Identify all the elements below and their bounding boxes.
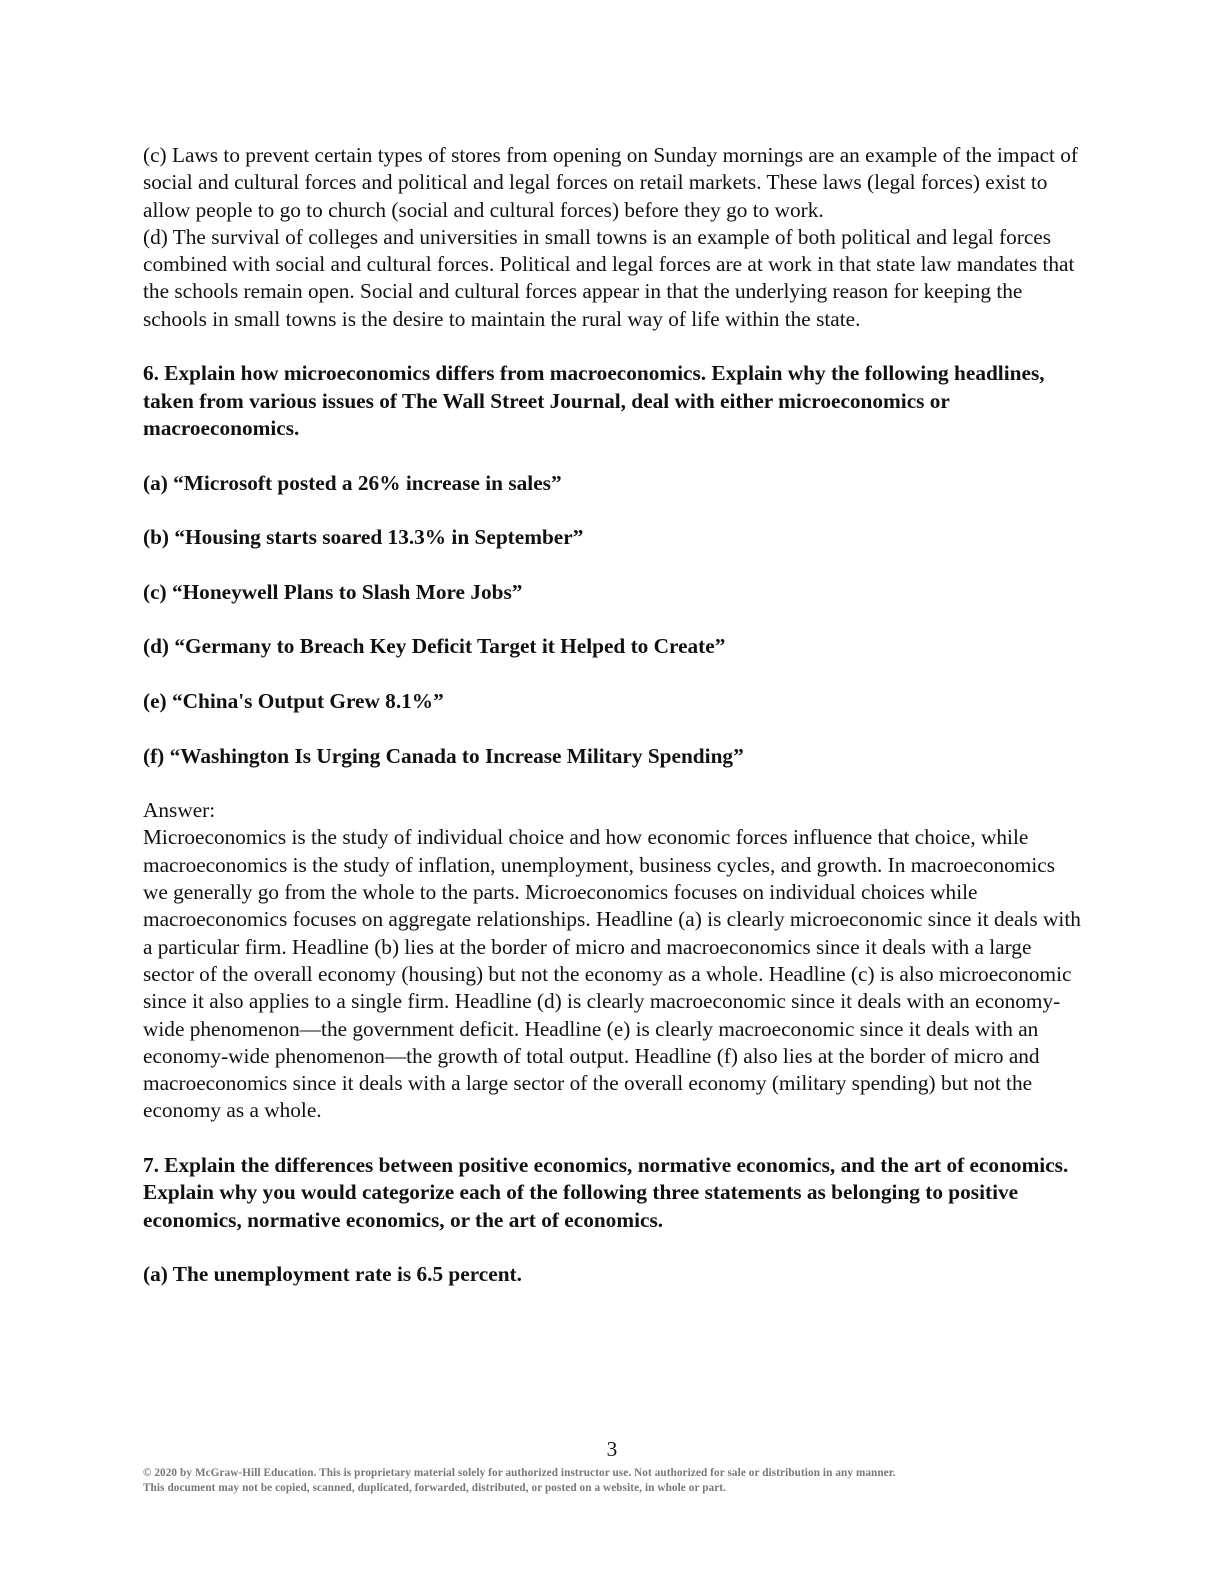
spacer bbox=[143, 661, 1083, 688]
paragraph-c: (c) Laws to prevent certain types of stores from opening on Sunday mornings are an example of the impact of social and cultural forces and political and legal forces on retail markets. These laws (legal forces) exist to allow people to go to church (social and cultural forces) before they go to work. bbox=[143, 143, 1079, 222]
headline-b: (b) “Housing starts soared 13.3% in September” bbox=[143, 525, 584, 550]
spacer bbox=[143, 715, 1083, 742]
question-7-item-a: (a) The unemployment rate is 6.5 percent. bbox=[143, 1262, 522, 1287]
footer-line-2: This document may not be copied, scanned, duplicated, forwarded, distributed, or posted on a website, in whole or part. bbox=[143, 1482, 727, 1494]
copyright-footer bbox=[143, 1466, 1093, 1496]
question-6-prompt: 6. Explain how microeconomics differs from macroeconomics. Explain why the following headlines, taken from various issues of The Wall Street Journal, deal with either microeconomics or macroeconomics. bbox=[143, 361, 1045, 440]
headline-f: (f) “Washington Is Urging Canada to Increase Military Spending” bbox=[143, 743, 744, 768]
paragraph-d: (d) The survival of colleges and universities in small towns is an example of both political and legal forces combined with social and cultural forces. Political and legal forces are at work in that state law mandates that the schools remain open. Social and cultural forces appear in that the underlying reason for keeping the schools in small towns is the desire to maintain the rural way of life within the state. bbox=[143, 224, 1075, 331]
spacer bbox=[143, 442, 1083, 469]
answer-label: Answer: bbox=[143, 798, 216, 823]
spacer bbox=[143, 770, 1083, 797]
document-body bbox=[143, 142, 1083, 1288]
question-7-prompt: 7. Explain the differences between positive economics, normative economics, and the art of economics. Explain why you would categorize each of the following three statements as belonging to positive economics, normative economics, or the art of economics. bbox=[143, 1152, 1069, 1232]
headline-e: (e) “China's Output Grew 8.1%” bbox=[143, 688, 444, 713]
spacer bbox=[143, 333, 1083, 360]
headline-d: (d) “Germany to Breach Key Deficit Target it Helped to Create” bbox=[143, 634, 726, 659]
headline-c: (c) “Honeywell Plans to Slash More Jobs” bbox=[143, 579, 523, 604]
spacer bbox=[143, 1125, 1083, 1152]
spacer bbox=[143, 606, 1083, 633]
footer-line-1: © 2020 by McGraw-Hill Education. This is proprietary material solely for authorized instructor use. Not authorized for sale or distribution in any manner. bbox=[143, 1467, 896, 1479]
answer-text: Microeconomics is the study of individual choice and how economic forces influence that choice, while macroeconomics is the study of inflation, unemployment, business cycles, and growth. In macroeconomics we generally go from the whole to the parts. Microeconomics focuses on individual choices while macroeconomics focuses on aggregate relationships. Headline (a) is clearly microeconomic since it deals with a particular firm. Headline (b) lies at the border of micro and macroeconomics since it deals with a large sector of the overall economy (housing) but not the economy as a whole. Headline (c) is also microeconomic since it also applies to a single firm. Headline (d) is clearly macroeconomic since it deals with an economy-wide phenomenon—the government deficit. Headline (e) is clearly macroeconomic since it deals with an economy-wide phenomenon—the growth of total output. Headline (f) also lies at the border of micro and macroeconomics since it deals with a large sector of the overall economy (military spending) but not the economy as a whole. bbox=[143, 825, 1081, 1123]
spacer bbox=[143, 497, 1083, 524]
page-number: 3 bbox=[606, 1437, 618, 1461]
spacer bbox=[143, 551, 1083, 578]
spacer bbox=[143, 1234, 1083, 1261]
headline-a: (a) “Microsoft posted a 26% increase in sales” bbox=[143, 470, 562, 495]
